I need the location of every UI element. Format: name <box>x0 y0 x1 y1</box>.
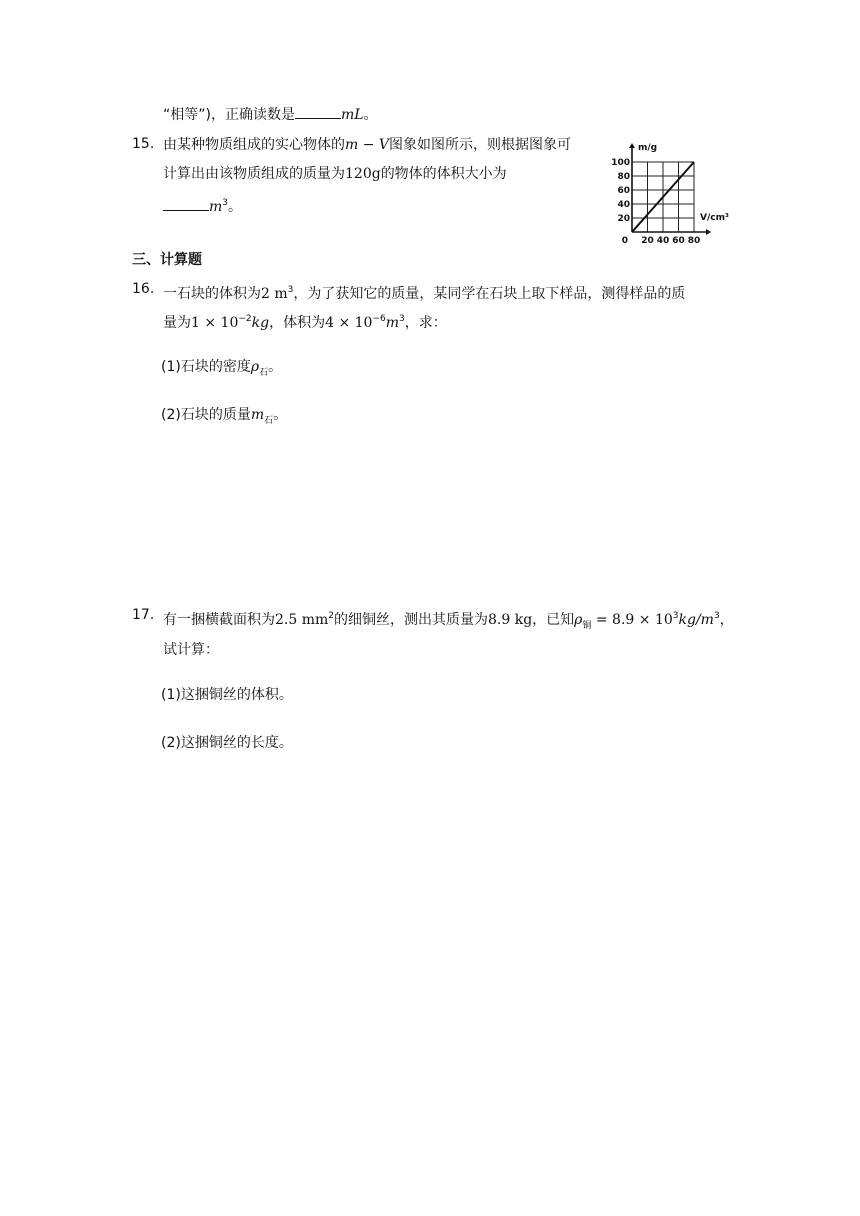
x-tick-label: 80 <box>687 236 701 246</box>
q15-number: 15. <box>132 136 155 152</box>
q16-sub2-text: (2)石块的质量 <box>161 407 251 423</box>
q14-end: 。 <box>363 107 378 123</box>
y-axis-label: m/g <box>638 143 658 153</box>
q15-text-a: 由某种物质组成的实心物体的 <box>163 137 345 153</box>
q15-end: 。 <box>228 199 243 215</box>
q16-number: 16. <box>132 281 155 297</box>
q17-rho: ρ <box>574 612 583 628</box>
y-tick-label: 40 <box>617 200 630 210</box>
q16-sample-volume: 4 × 10 <box>325 315 373 331</box>
q17-rho-unit-exp: 3 <box>713 611 720 621</box>
q15-line1 <box>163 135 571 155</box>
q15-text-d: 的物体的体积大小为 <box>380 166 507 182</box>
q17-rho-exp: 3 <box>672 611 679 621</box>
q16-sub1-end: 。 <box>268 359 283 375</box>
q16-sub2 <box>161 405 287 431</box>
q16-text-b: ，为了获知它的质量，某同学在石块上取下样品，测得样品的质 <box>293 286 686 302</box>
q16-sample-mass-unit: kg <box>251 315 270 331</box>
q17-text-c: ，已知 <box>532 612 575 628</box>
y-tick-label: 100 <box>611 158 630 168</box>
q16-sub2-m: m <box>250 407 265 423</box>
q16-text-d: ，体积为 <box>269 315 326 331</box>
q14-text: “相等”)，正确读数是 <box>163 107 295 123</box>
x-axis-label: V/cm³ <box>700 213 729 223</box>
q15-mass-value: 120g <box>345 166 381 182</box>
q17-rho-unit: kg/m <box>678 612 714 628</box>
chart-labels <box>611 143 729 246</box>
q15-unit: m <box>209 199 223 215</box>
q16-sub1-text: (1)石块的密度 <box>161 359 251 375</box>
q16-text-c: 量为 <box>163 315 191 331</box>
y-tick-label: 60 <box>617 186 630 196</box>
q17-mass: 8.9 kg <box>488 612 533 628</box>
x-axis-arrow <box>706 229 711 235</box>
q17-text-a: 有一捆横截面积为 <box>163 612 275 628</box>
q16-sample-volume-exp: −6 <box>372 314 386 324</box>
q16-sub1-subscript: 石 <box>259 368 269 378</box>
q16-sample-volume-unit-exp: 3 <box>399 314 405 324</box>
q17-text-b: 的细铜丝，测出其质量为 <box>334 612 488 628</box>
q16-text-a: 一石块的体积为 <box>163 286 261 302</box>
q16-sample-mass: 1 × 10 <box>191 315 239 331</box>
origin-label: 0 <box>621 236 628 246</box>
q16-text-e: ，求： <box>404 315 447 331</box>
q16-sample-mass-exp: −2 <box>238 314 252 324</box>
y-tick-label: 80 <box>617 172 630 182</box>
q16-line2 <box>163 309 447 333</box>
q17-rho-value: = 8.9 × 10 <box>591 612 673 628</box>
y-tick-label: 20 <box>617 214 630 224</box>
q17-sub1: (1)这捆铜丝的体积。 <box>161 687 293 703</box>
q17-sub2: (2)这捆铜丝的长度。 <box>161 735 293 751</box>
q16-sub1 <box>161 357 282 383</box>
q17-rho-subscript: 铜 <box>582 621 592 631</box>
q14-answer-line <box>163 104 378 125</box>
q17-line2: 试计算： <box>163 642 219 658</box>
q17-area-exp: 2 <box>328 611 334 621</box>
q16-sub2-end: 。 <box>273 407 288 423</box>
q15-text-c: 计算出由该物质组成的质量为 <box>163 166 345 182</box>
q15-line2 <box>163 164 507 184</box>
q15-math-mv: m − V <box>345 137 390 153</box>
y-axis-arrow <box>629 143 635 148</box>
m-v-graph <box>604 136 730 252</box>
q14-unit: mL <box>340 107 364 123</box>
q14-answer-blank[interactable] <box>295 104 341 119</box>
q17-number: 17. <box>132 607 155 623</box>
q15-text-b: 图象如图所示，则根据图象可 <box>389 137 572 153</box>
q16-sample-volume-unit: m <box>385 315 400 331</box>
q16-volume: 2 m <box>261 286 288 302</box>
x-tick-label: 60 <box>672 236 685 246</box>
q15-unit-exp: 3 <box>222 198 229 208</box>
q16-line1 <box>163 280 685 304</box>
x-tick-label: 40 <box>656 236 670 246</box>
q17-area: 2.5 mm <box>275 612 329 628</box>
q15-line3 <box>163 193 242 217</box>
q16-volume-exp: 3 <box>287 285 294 295</box>
q17-line1 <box>163 606 734 636</box>
q16-sub1-rho: ρ <box>250 359 260 375</box>
section-title: 三、计算题 <box>132 252 202 268</box>
q15-answer-blank[interactable] <box>163 196 209 211</box>
q17-end: ， <box>719 612 734 628</box>
x-tick-label: 20 <box>641 236 654 246</box>
q16-sub2-subscript: 石 <box>264 416 274 426</box>
